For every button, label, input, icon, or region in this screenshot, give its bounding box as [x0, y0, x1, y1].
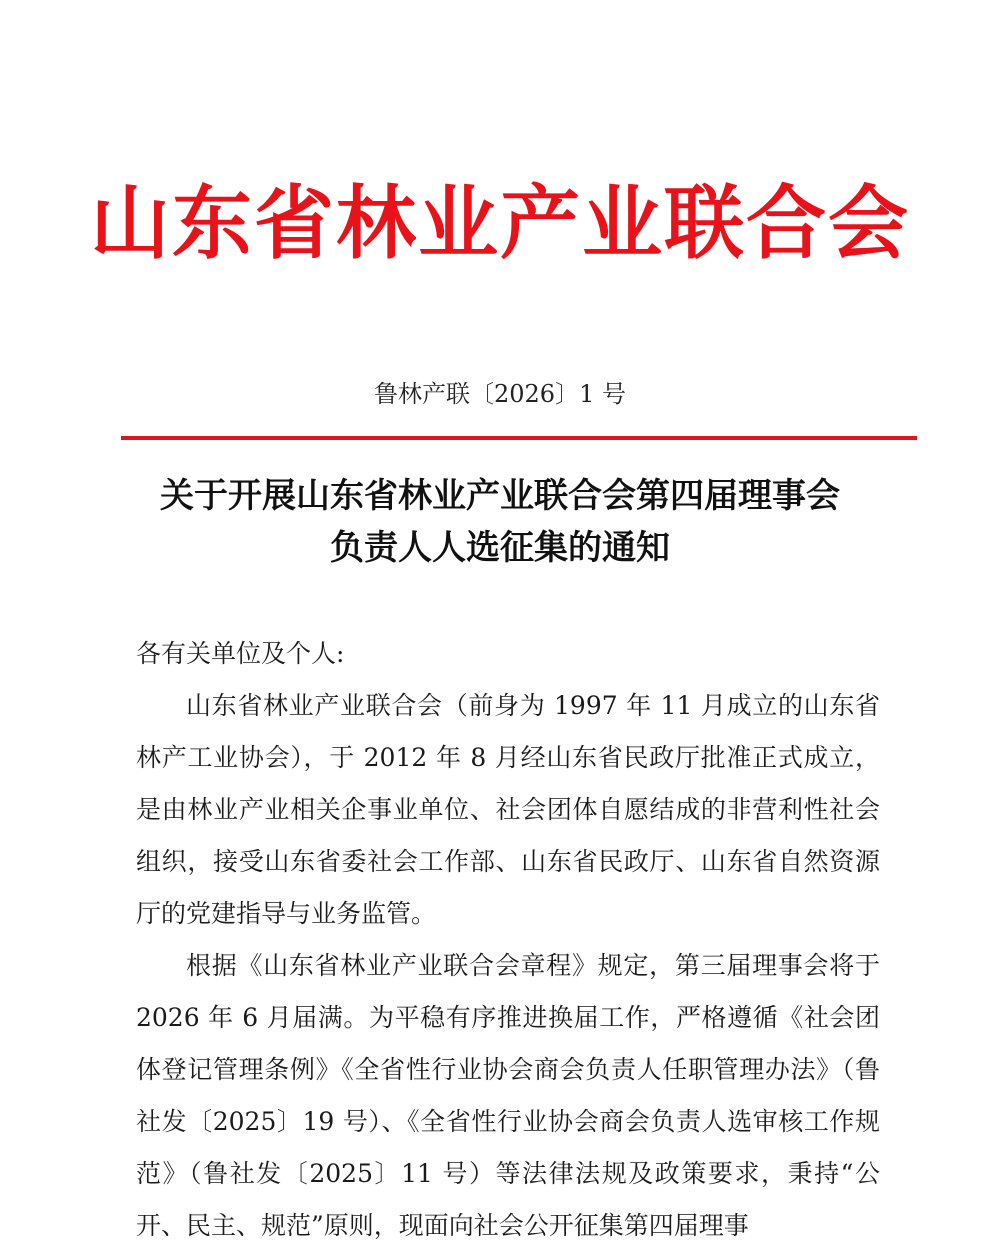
notice-body: [136, 628, 880, 1252]
notice-title: [0, 470, 1000, 574]
paragraph-introduction: 山东省林业产业联合会（前身为 1997 年 11 月成立的山东省林产工业协会），于 2012 年 8 月经山东省民政厅批准正式成立，是由林业产业相关企事业单位、社会团体自愿结成的非营利性社会组织，接受山东省委社会工作部、山东省民政厅、山东省自然资源厅的党建指导与业务监管。: [136, 691, 880, 928]
document-number: 鲁林产联〔2026〕1 号: [374, 380, 626, 408]
salutation: 各有关单位及个人:: [136, 639, 345, 668]
red-divider-line: [121, 436, 917, 440]
paragraph-election-basis: 根据《山东省林业产业联合会章程》规定，第三届理事会将于 2026 年 6 月届满。为平稳有序推进换届工作，严格遵循《社会团体登记管理条例》《全省性行业协会商会负责人任职管理办法》（鲁社发〔2025〕19 号）、《全省性行业协会商会负责人选审核工作规范》（鲁社发〔2025〕11 号）等法律法规及政策要求，秉持“公开、民主、规范”原则，现面向社会公开征集第四届理事: [136, 951, 880, 1240]
organization-name-header: 山东省林业产业联合会: [90, 176, 910, 270]
notice-title-line-2: 负责人人选征集的通知: [330, 528, 670, 568]
notice-title-line-1: 关于开展山东省林业产业联合会第四届理事会: [160, 476, 840, 516]
